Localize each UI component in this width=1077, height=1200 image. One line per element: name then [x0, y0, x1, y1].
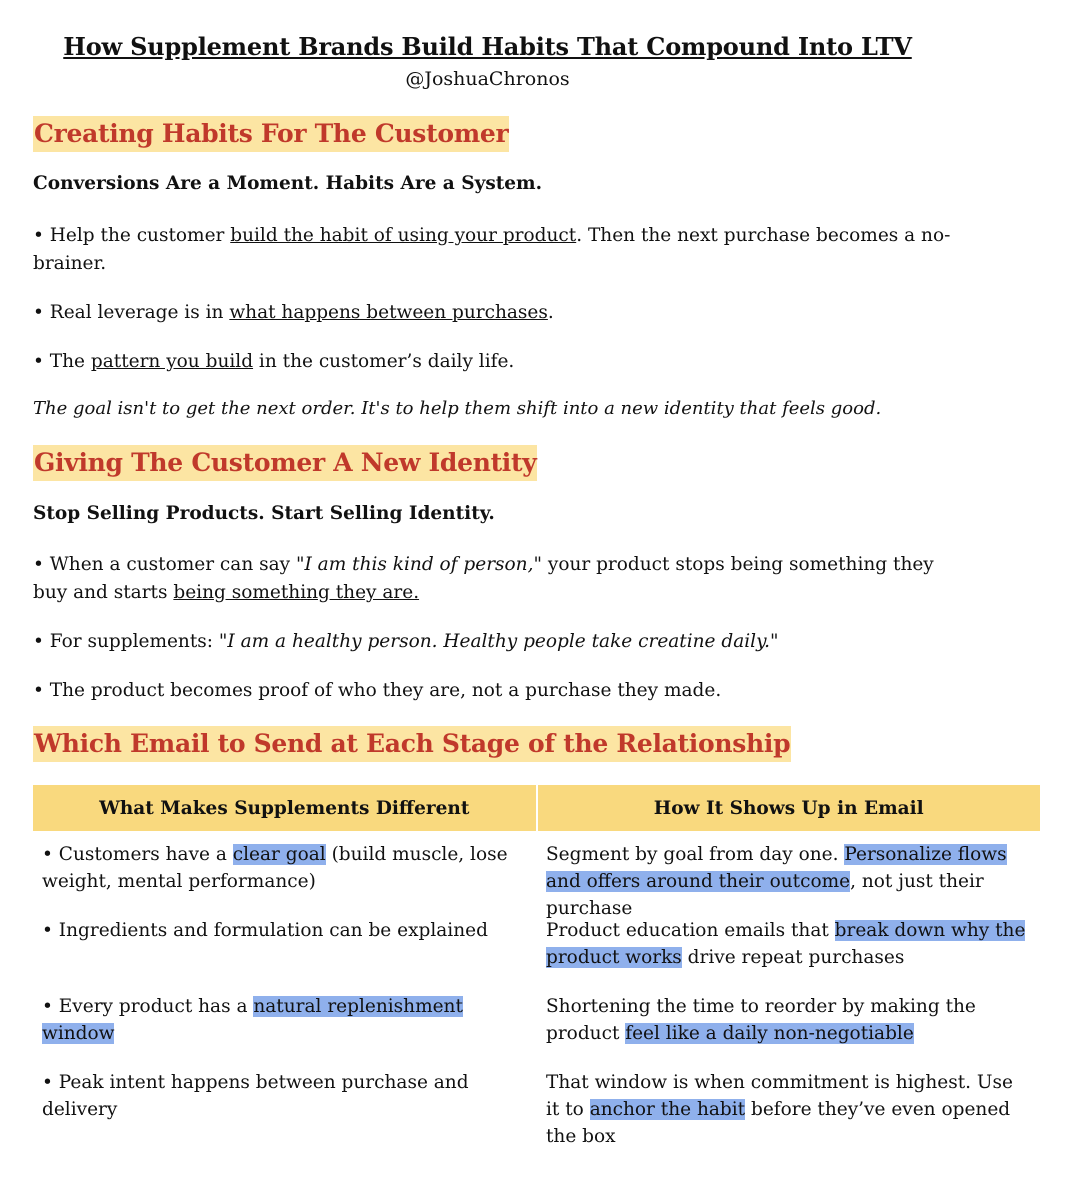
bullet-supplements-identity: • For supplements: "I am a healthy person. Healthy people take creatine daily.": [33, 631, 779, 652]
author-handle: @JoshuaChronos: [405, 68, 570, 90]
table-cell-right: Shortening the time to reorder by making the product feel like a daily non-negotiable: [546, 996, 976, 1044]
table-cell-left: • Customers have a clear goal (build muscle, lose weight, mental performance): [42, 844, 508, 892]
table-row: [33, 841, 1040, 917]
section-subheading-habits: Conversions Are a Moment. Habits Are a System.: [33, 173, 543, 194]
bullet-product-proof: • The product becomes proof of who they are, not a purchase they made.: [33, 680, 722, 701]
document-title: How Supplement Brands Build Habits That Compound Into LTV: [63, 32, 912, 61]
table-cell-right: That window is when commitment is highest. Use it to anchor the habit before they’ve even opened the box: [546, 1072, 1013, 1147]
table-header: [33, 785, 1040, 831]
bullet-leverage: • Real leverage is in what happens between purchases.: [33, 302, 554, 323]
table-cell-left: • Peak intent happens between purchase and delivery: [42, 1072, 469, 1120]
bullet-pattern: • The pattern you build in the customer’s daily life.: [33, 351, 515, 372]
table-header-col2: How It Shows Up in Email: [536, 785, 1041, 831]
bullet-kind-of-person: • When a customer can say "I am this kind of person," your product stops being something they buy and starts being something they are.: [33, 554, 934, 603]
table-cell-left: • Ingredients and formulation can be explained: [42, 920, 488, 941]
bullet-habit-product: • Help the customer build the habit of using your product. Then the next purchase becomes a no-brainer.: [33, 225, 951, 274]
table-row: [33, 993, 1040, 1069]
table-cell-right: Segment by goal from day one. Personalize flows and offers around their outcome, not just their purchase: [546, 844, 1007, 919]
section-heading-identity: Giving The Customer A New Identity: [33, 445, 537, 481]
comparison-table: [33, 785, 1040, 1145]
table-cell-left: • Every product has a natural replenishment window: [42, 996, 463, 1044]
table-header-col1: What Makes Supplements Different: [99, 797, 470, 819]
table-cell-right: Product education emails that break down why the product works drive repeat purchases: [546, 920, 1026, 968]
section-subheading-identity: Stop Selling Products. Start Selling Identity.: [33, 503, 495, 524]
table-row: [33, 917, 1040, 993]
table-row: [33, 1069, 1040, 1145]
section-heading-habits: Creating Habits For The Customer: [33, 116, 509, 152]
goal-quote: The goal isn't to get the next order. It's to help them shift into a new identity that feels good.: [33, 398, 882, 419]
section-heading-email-stage: Which Email to Send at Each Stage of the Relationship: [33, 726, 791, 762]
